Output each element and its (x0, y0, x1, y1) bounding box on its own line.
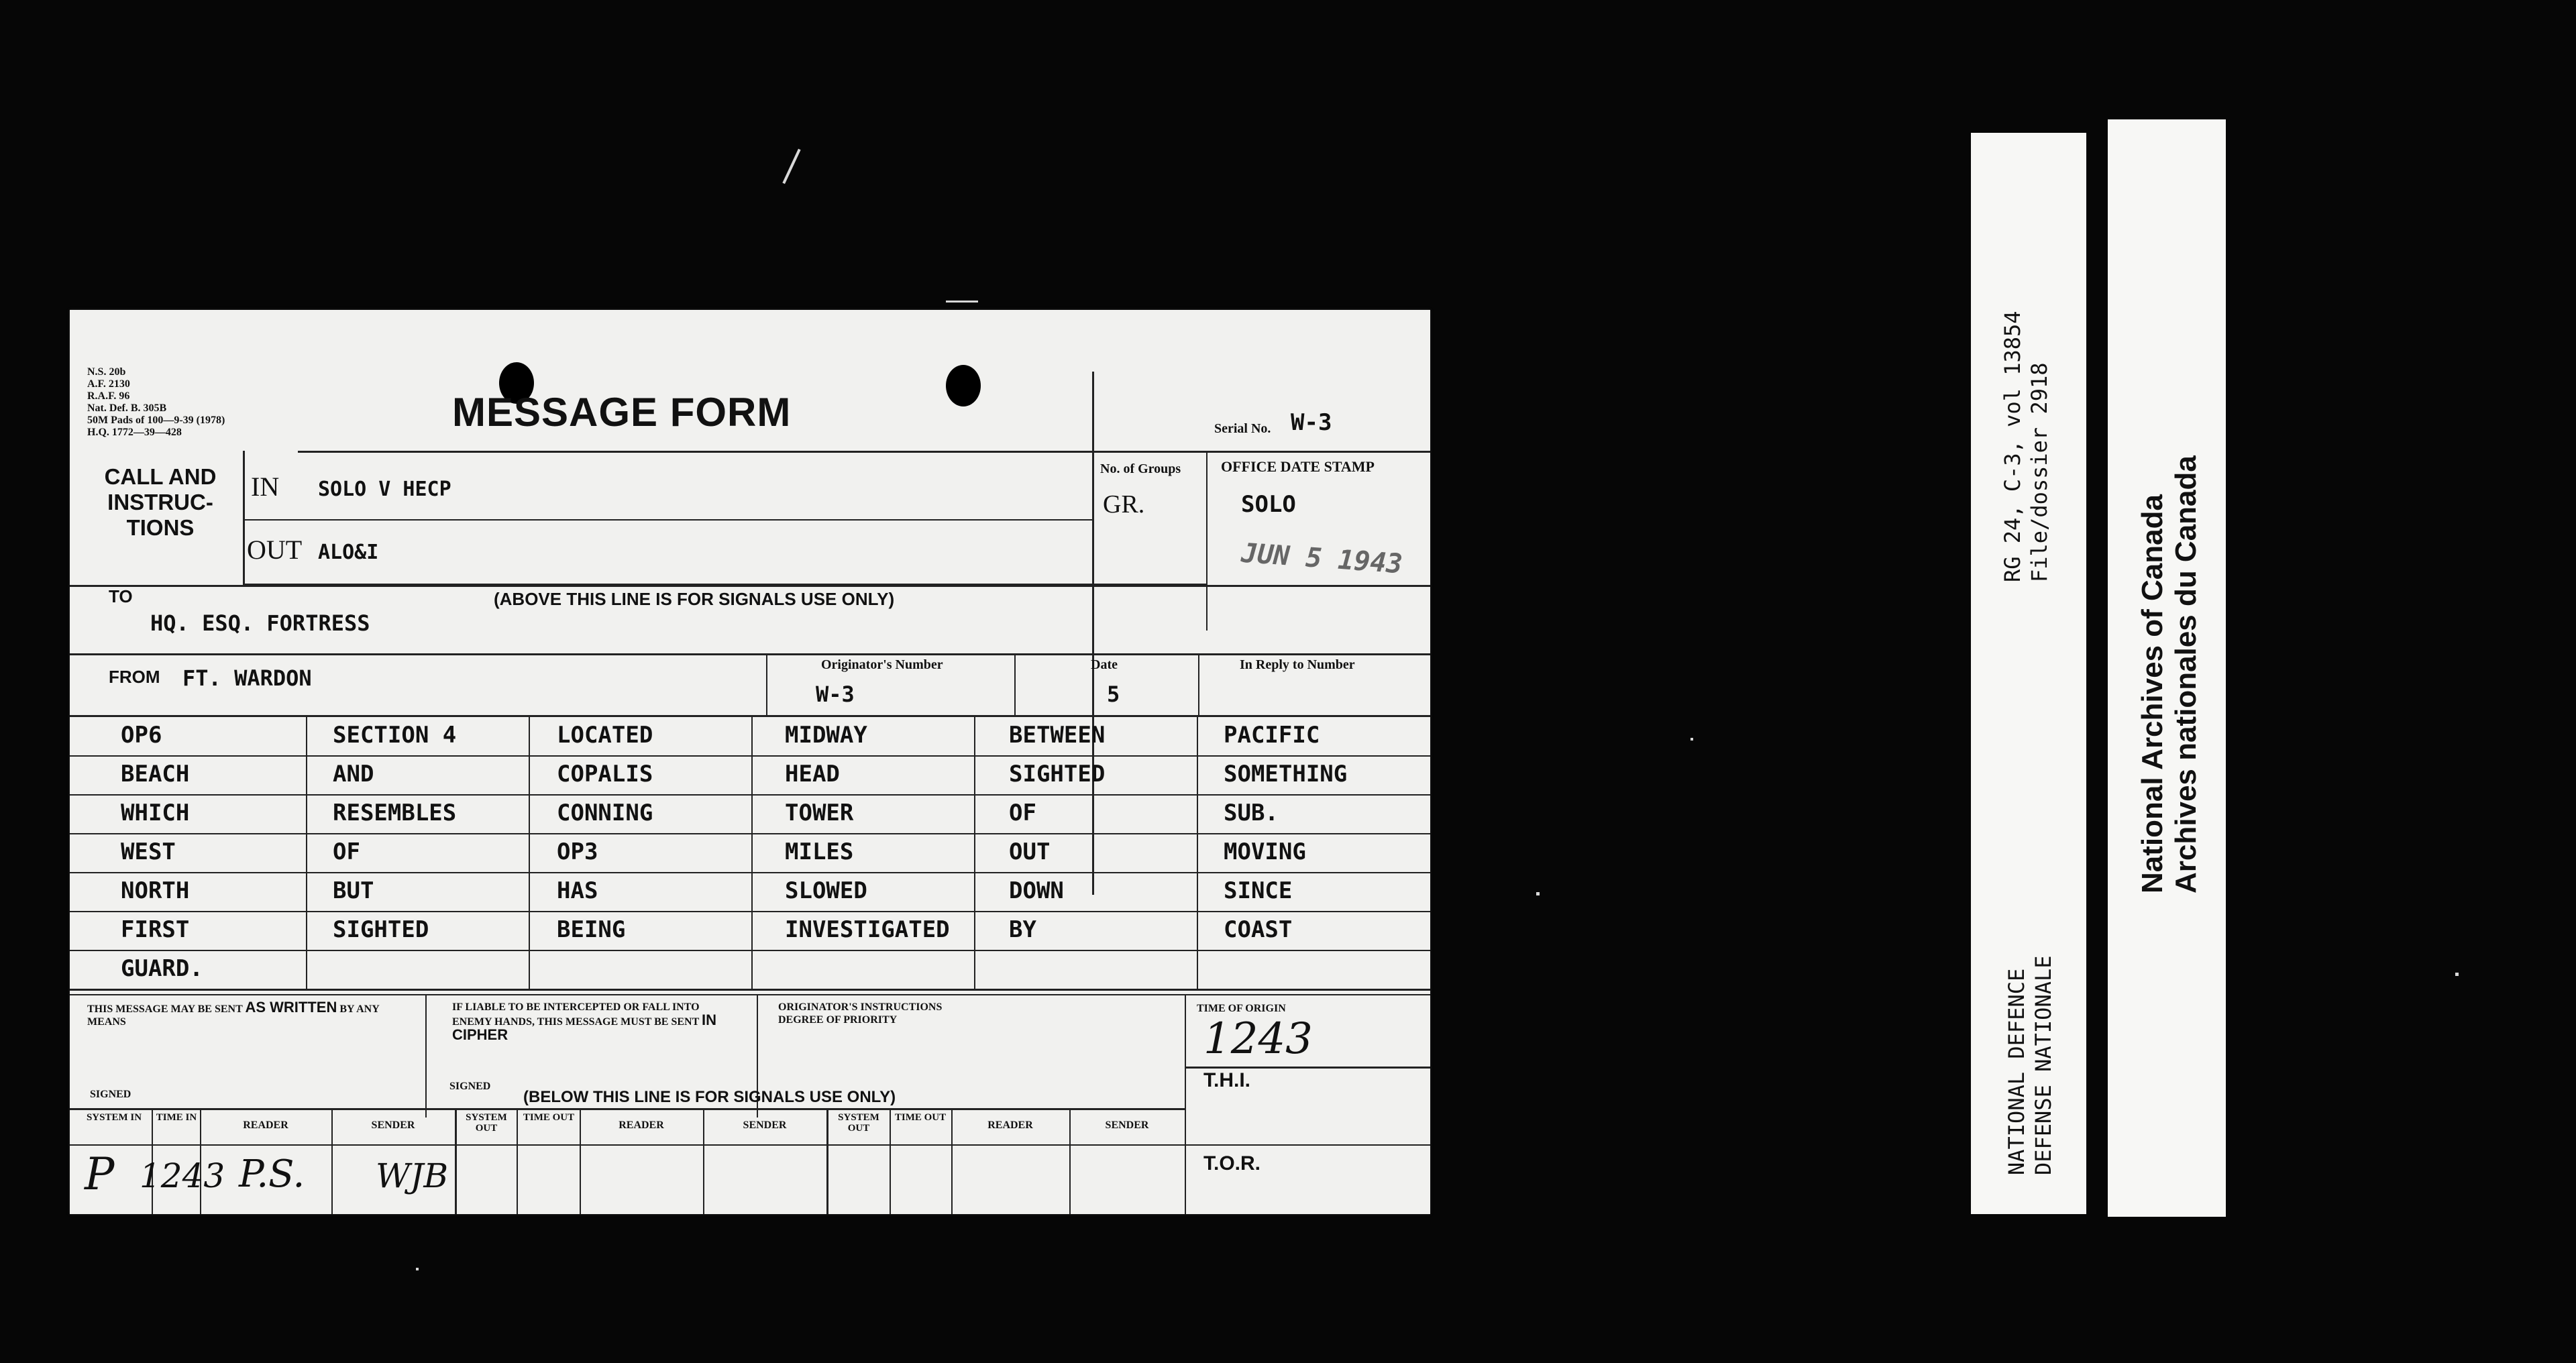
from-value: FT. WARDON (182, 665, 312, 691)
as-written-text-2: BY ANY MEANS (87, 1003, 380, 1028)
rule (70, 872, 1430, 873)
bottom-header-cell: SYSTEM OUT (838, 1112, 879, 1134)
message-word: CONNING (557, 800, 653, 826)
archive-ref-line: RG 24, C-3, vol 13854 (2000, 311, 2025, 582)
rule (455, 1108, 457, 1214)
bottom-value-cell: P (85, 1148, 115, 1200)
rule (517, 1108, 518, 1214)
rule (243, 519, 1092, 521)
rule (70, 911, 1430, 912)
bottom-header-cell: TIME IN (156, 1112, 197, 1123)
bottom-value-cell: 1243 (140, 1156, 225, 1195)
to-value: HQ. ESQ. FORTRESS (150, 610, 370, 636)
background-speck (946, 301, 978, 303)
rule (826, 1108, 828, 1214)
background-speck (2455, 973, 2459, 976)
in-value: SOLO V HECP (318, 478, 451, 501)
message-word: WEST (121, 838, 176, 865)
date-label: Date (1091, 657, 1118, 672)
message-word: MIDWAY (785, 722, 867, 749)
rule (890, 1108, 891, 1214)
message-word: GUARD. (121, 955, 203, 982)
message-word: HAS (557, 877, 598, 904)
message-word: COAST (1224, 916, 1293, 943)
archive-reference-text (1999, 311, 2053, 582)
bottom-value-cell: P.S. (239, 1152, 305, 1196)
out-value: ALO&I (318, 541, 379, 564)
rule (974, 715, 975, 989)
rule (70, 1108, 1185, 1110)
rule (425, 994, 427, 1117)
rule (1185, 1067, 1430, 1069)
rule (1092, 372, 1094, 895)
department-text (2003, 955, 2057, 1175)
form-ref-line: 50M Pads of 100—9-39 (1978) (87, 415, 225, 426)
background-speck (1536, 892, 1540, 895)
message-word: OP6 (121, 722, 162, 749)
background-speck (1690, 738, 1693, 741)
background-speck (416, 1268, 419, 1270)
call-instructions-text: CALL AND INSTRUC- TIONS (104, 464, 217, 540)
message-word: INVESTIGATED (785, 916, 950, 943)
time-of-origin-value: 1243 (1203, 1014, 1313, 1064)
bottom-header-cell: SENDER (1105, 1120, 1149, 1131)
bottom-header-cell: TIME OUT (523, 1112, 575, 1123)
rule (70, 755, 1430, 757)
rule (70, 950, 1430, 951)
signals-note-top: (ABOVE THIS LINE IS FOR SIGNALS USE ONLY) (494, 589, 895, 609)
message-word: BY (1009, 916, 1036, 943)
rule (70, 833, 1430, 834)
degree-of-priority-label: DEGREE OF PRIORITY (778, 1014, 898, 1026)
message-word: COPALIS (557, 761, 653, 787)
message-word: SOMETHING (1224, 761, 1348, 787)
message-word: OUT (1009, 838, 1051, 865)
message-word: MILES (785, 838, 854, 865)
rule (70, 794, 1430, 796)
message-word: NORTH (121, 877, 190, 904)
message-word: SLOWED (785, 877, 867, 904)
bottom-value-cell: WJB (376, 1156, 449, 1195)
rule (1198, 653, 1199, 716)
rule (751, 715, 753, 989)
rule (243, 451, 245, 586)
rule (70, 653, 1430, 655)
originator-instructions (778, 1001, 942, 1026)
originator-number-value: W-3 (816, 682, 855, 707)
message-word: BUT (333, 877, 374, 904)
thi-label: T.H.I. (1203, 1069, 1251, 1091)
rule (306, 715, 307, 989)
form-title: MESSAGE FORM (452, 390, 792, 435)
serial-label: Serial No. (1214, 421, 1271, 436)
bottom-header-cell: READER (243, 1120, 288, 1131)
groups-label: No. of Groups (1100, 461, 1181, 476)
message-word: MOVING (1224, 838, 1306, 865)
rule (1185, 994, 1186, 1214)
message-word: FIRST (121, 916, 190, 943)
message-form-card (70, 310, 1430, 1214)
signed-label: SIGNED (449, 1081, 491, 1092)
message-word: SIGHTED (1009, 761, 1106, 787)
department-line: NATIONAL DEFENCE (2004, 968, 2029, 1175)
message-word: RESEMBLES (333, 800, 457, 826)
rule (529, 715, 530, 989)
message-word: SECTION 4 (333, 722, 457, 749)
from-label: FROM (109, 667, 160, 687)
rule (766, 653, 767, 716)
rule (1014, 653, 1016, 716)
message-word: OF (333, 838, 360, 865)
in-reply-to-label: In Reply to Number (1240, 657, 1355, 672)
originator-number-label: Originator's Number (821, 657, 943, 672)
cipher-text: IF LIABLE TO BE INTERCEPTED OR FALL INTO ENEMY HANDS, THIS MESSAGE MUST BE SENT (452, 1001, 700, 1028)
message-word: AND (333, 761, 374, 787)
date-value: 5 (1107, 682, 1120, 707)
call-instructions-label (83, 464, 237, 541)
bottom-header-cell: SYSTEM IN (86, 1112, 142, 1123)
bottom-header-cell: SENDER (371, 1120, 415, 1131)
form-ref-line: R.A.F. 96 (87, 390, 130, 402)
signals-note-bottom: (BELOW THIS LINE IS FOR SIGNALS USE ONLY) (523, 1088, 896, 1106)
archives-label-text (2136, 455, 2203, 893)
rule (70, 989, 1430, 991)
form-ref-line: N.S. 20b (87, 366, 126, 378)
message-word: OF (1009, 800, 1036, 826)
rule (70, 994, 1430, 995)
form-ref-line: A.F. 2130 (87, 378, 130, 390)
form-reference-block (87, 366, 262, 439)
bottom-header-cell: SYSTEM OUT (466, 1112, 507, 1134)
bottom-header-cell: TIME OUT (894, 1112, 947, 1123)
serial-value: W-3 (1291, 409, 1332, 436)
time-of-origin-label: TIME OF ORIGIN (1197, 1003, 1286, 1014)
message-word: BETWEEN (1009, 722, 1106, 749)
message-word: SIGHTED (333, 916, 429, 943)
form-ref-line: H.Q. 1772—39—428 (87, 427, 182, 438)
office-date-stamp-label: OFFICE DATE STAMP (1221, 458, 1375, 475)
signed-label: SIGNED (90, 1089, 131, 1100)
message-word: BEING (557, 916, 626, 943)
form-ref-line: Nat. Def. B. 305B (87, 402, 167, 414)
punch-hole (946, 365, 981, 406)
message-word: PACIFIC (1224, 722, 1320, 749)
rule (298, 451, 1430, 453)
as-written-emphasis: AS WRITTEN (245, 999, 337, 1016)
as-written-text: THIS MESSAGE MAY BE SENT (87, 1003, 243, 1015)
rule (70, 715, 1430, 717)
bottom-header-cell: READER (987, 1120, 1033, 1131)
to-label: TO (109, 586, 133, 606)
bottom-header-cell: READER (619, 1120, 664, 1131)
message-word: TOWER (785, 800, 854, 826)
cipher-note (452, 1001, 741, 1043)
gr-label: GR. (1103, 490, 1145, 519)
archives-label-line: National Archives of Canada (2136, 494, 2169, 893)
originator-instructions-label: ORIGINATOR'S INSTRUCTIONS (778, 1001, 943, 1013)
as-written-note (87, 1001, 409, 1028)
rule (70, 585, 1430, 587)
message-word: HEAD (785, 761, 840, 787)
message-word: LOCATED (557, 722, 653, 749)
rule (1197, 715, 1198, 989)
archives-label-line: Archives nationales du Canada (2169, 455, 2202, 893)
rule (1206, 451, 1208, 631)
stamp-office: SOLO (1241, 491, 1296, 518)
cipher-emphasis: IN CIPHER (452, 1012, 716, 1043)
message-word: BEACH (121, 761, 190, 787)
department-line: DEFENSE NATIONALE (2031, 955, 2056, 1175)
message-word: DOWN (1009, 877, 1064, 904)
rule (70, 1144, 1430, 1146)
in-label: IN (251, 472, 280, 502)
message-word: SUB. (1224, 800, 1279, 826)
bottom-header-cell: SENDER (743, 1120, 787, 1131)
stamp-date: JUN 5 1943 (1240, 537, 1404, 580)
archive-ref-line: File/dossier 2918 (2027, 362, 2052, 582)
message-word: WHICH (121, 800, 190, 826)
tor-label: T.O.R. (1203, 1152, 1261, 1175)
out-label: OUT (247, 535, 303, 565)
message-word: SINCE (1224, 877, 1293, 904)
message-word: OP3 (557, 838, 598, 865)
background-speck (782, 149, 800, 184)
